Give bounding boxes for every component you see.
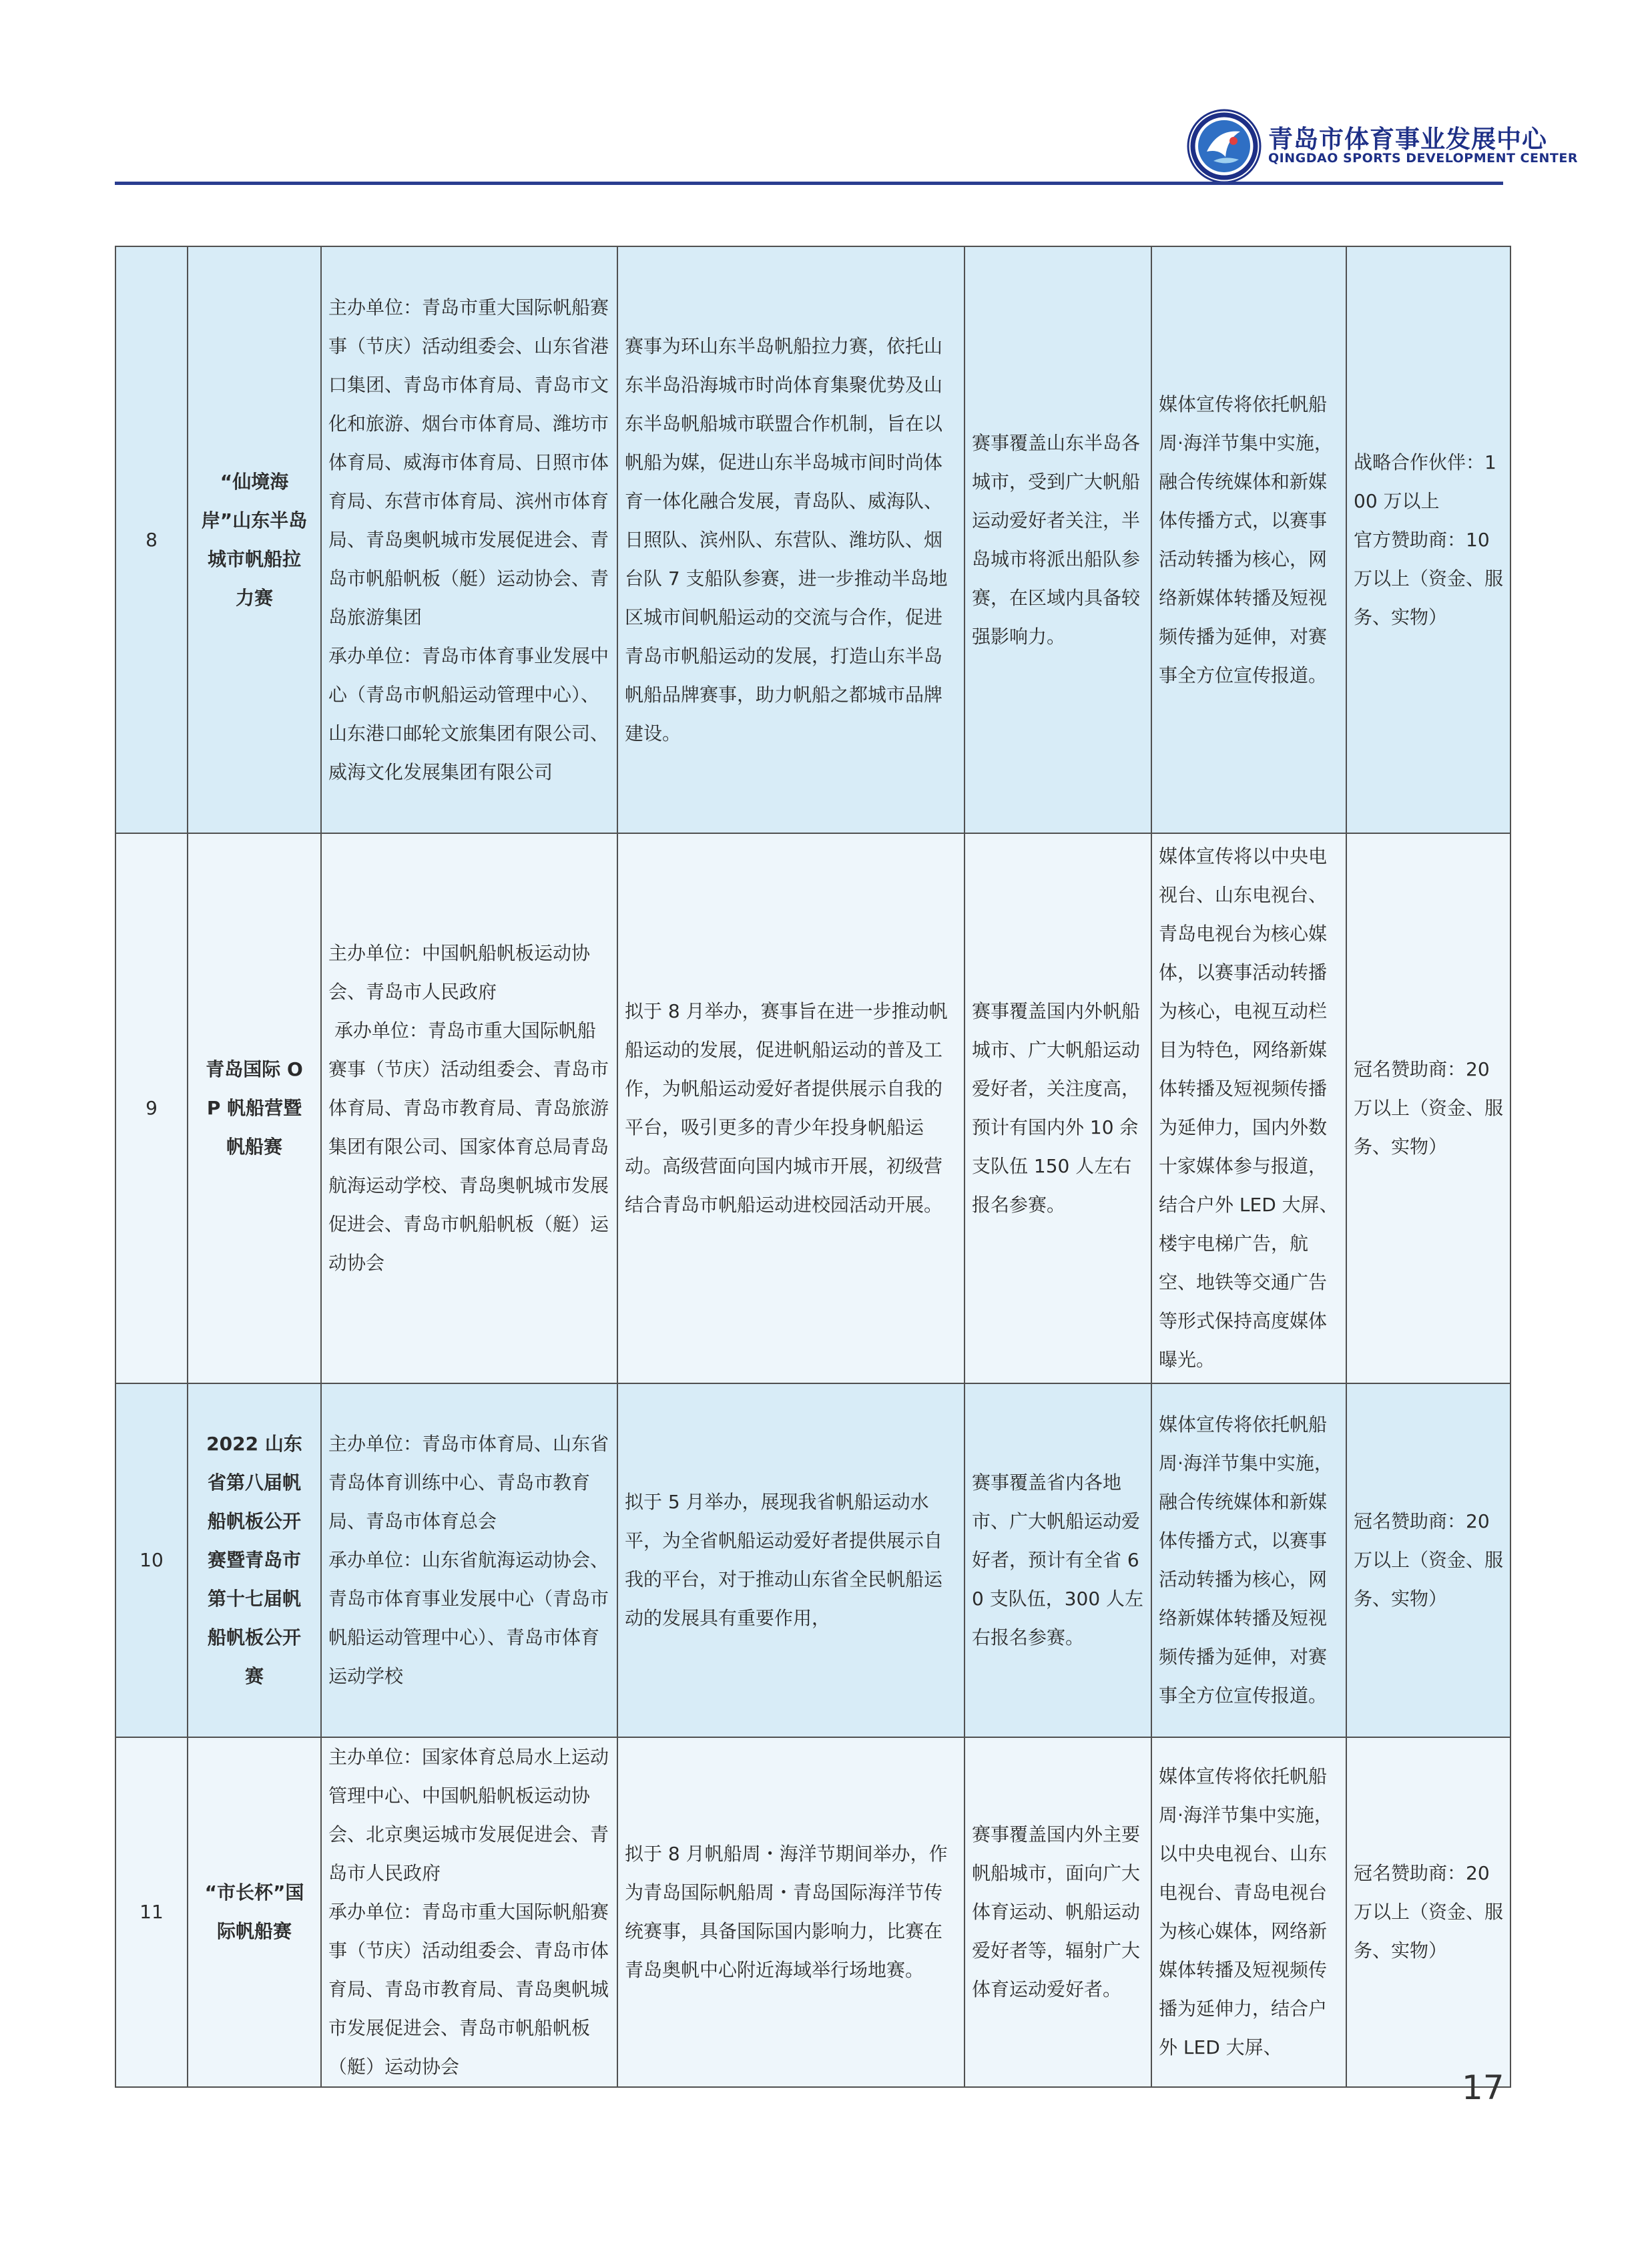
media-plan: 媒体宣传将依托帆船周·海洋节集中实施，融合传统媒体和新媒体传播方式，以赛事活动转播为核心，网络新媒体转播及短视频传播为延伸，对赛事全方位宣传报道。 (1151, 1383, 1346, 1737)
event-intro: 赛事为环山东半岛帆船拉力赛，依托山东半岛沿海城市时尚体育集聚优势及山东半岛帆船城市联盟合作机制，旨在以帆船为媒，促进山东半岛城市间时尚体育一体化融合发展，青岛队、威海队、日照队、滨州队、东营队、潍坊队、烟台队 7 支船队参赛，进一步推动半岛地区城市间帆船运动的交流与合作，促进青岛市帆船运动的发展，打造山东半岛帆船品牌赛事，助力帆船之都城市品牌建设。 (617, 246, 965, 833)
table-row (115, 833, 1510, 1383)
sponsorship: 冠名赞助商：20 万以上（资金、服务、实物） (1346, 1383, 1510, 1737)
qingdao-sports-logo-icon (1187, 109, 1262, 184)
page-header (0, 0, 1652, 187)
event-intro: 拟于 8 月帆船周・海洋节期间举办，作为青岛国际帆船周・青岛国际海洋节传统赛事，具备国际国内影响力，比赛在青岛奥帆中心附近海域举行场地赛。 (617, 1737, 965, 2087)
event-coverage: 赛事覆盖国内外主要帆船城市，面向广大体育运动、帆船运动爱好者等，辐射广大体育运动爱好者。 (965, 1737, 1151, 2087)
row-number: 8 (115, 246, 188, 833)
sponsorship: 战略合作伙伴：100 万以上 官方赞助商：10 万以上（资金、服务、实物） (1346, 246, 1510, 833)
row-number: 10 (115, 1383, 188, 1737)
organizers: 主办单位：中国帆船帆板运动协会、青岛市人民政府 承办单位：青岛市重大国际帆船赛事（节庆）活动组委会、青岛市体育局、青岛市教育局、青岛旅游集团有限公司、国家体育总局青岛航海运动学校、青岛奥帆城市发展促进会、青岛市帆船帆板（艇）运动协会 (321, 833, 617, 1383)
event-name: 2022 山东省第八届帆船帆板公开赛暨青岛市第十七届帆船帆板公开赛 (188, 1383, 321, 1737)
table-row (115, 246, 1510, 833)
event-intro: 拟于 5 月举办，展现我省帆船运动水平，为全省帆船运动爱好者提供展示自我的平台，对于推动山东省全民帆船运动的发展具有重要作用， (617, 1383, 965, 1737)
event-coverage: 赛事覆盖山东半岛各城市，受到广大帆船运动爱好者关注，半岛城市将派出船队参赛，在区域内具备较强影响力。 (965, 246, 1151, 833)
media-plan: 媒体宣传将依托帆船周·海洋节集中实施，融合传统媒体和新媒体传播方式，以赛事活动转播为核心，网络新媒体转播及短视频传播为延伸，对赛事全方位宣传报道。 (1151, 246, 1346, 833)
event-coverage: 赛事覆盖省内各地市、广大帆船运动爱好者，预计有全省 60 支队伍，300 人左右报名参赛。 (965, 1383, 1151, 1737)
table-row (115, 1383, 1510, 1737)
organizers: 主办单位：国家体育总局水上运动管理中心、中国帆船帆板运动协会、北京奥运城市发展促进会、青岛市人民政府 承办单位：青岛市重大国际帆船赛事（节庆）活动组委会、青岛市体育局、青岛市教育局、青岛奥帆城市发展促进会、青岛市帆船帆板（艇）运动协会 (321, 1737, 617, 2087)
event-name: “市长杯”国际帆船赛 (188, 1737, 321, 2087)
event-name: “仙境海岸”山东半岛城市帆船拉力赛 (188, 246, 321, 833)
event-name: 青岛国际 OP 帆船营暨帆船赛 (188, 833, 321, 1383)
organizers: 主办单位：青岛市体育局、山东省青岛体育训练中心、青岛市教育局、青岛市体育总会 承办单位：山东省航海运动协会、青岛市体育事业发展中心（青岛市帆船运动管理中心）、青岛市体育运动学校 (321, 1383, 617, 1737)
row-number: 11 (115, 1737, 188, 2087)
media-plan: 媒体宣传将以中央电视台、山东电视台、青岛电视台为核心媒体，以赛事活动转播为核心，电视互动栏目为特色，网络新媒体转播及短视频传播为延伸力，国内外数十家媒体参与报道，结合户外 LED 大屏、楼宇电梯广告，航空、地铁等交通广告等形式保持高度媒体曝光。 (1151, 833, 1346, 1383)
org-name-cn: 青岛市体育事业发展中心 (1268, 125, 1547, 154)
event-coverage: 赛事覆盖国内外帆船城市、广大帆船运动爱好者，关注度高，预计有国内外 10 余支队伍 150 人左右报名参赛。 (965, 833, 1151, 1383)
table-row (115, 1737, 1510, 2087)
org-name-en: QINGDAO SPORTS DEVELOPMENT CENTER (1268, 151, 1578, 166)
row-number: 9 (115, 833, 188, 1383)
sponsorship: 冠名赞助商：20 万以上（资金、服务、实物） (1346, 833, 1510, 1383)
media-plan: 媒体宣传将依托帆船周·海洋节集中实施，以中央电视台、山东电视台、青岛电视台为核心媒体，网络新媒体转播及短视频传播为延伸力，结合户外 LED 大屏、 (1151, 1737, 1346, 2087)
event-table (115, 246, 1511, 2088)
header-divider (115, 182, 1503, 185)
page-number: 17 (1462, 2068, 1504, 2107)
organizers: 主办单位：青岛市重大国际帆船赛事（节庆）活动组委会、山东省港口集团、青岛市体育局、青岛市文化和旅游、烟台市体育局、潍坊市体育局、威海市体育局、日照市体育局、东营市体育局、滨州市体育局、青岛奥帆城市发展促进会、青岛市帆船帆板（艇）运动协会、青岛旅游集团 承办单位：青岛市体育事业发展中心（青岛市帆船运动管理中心）、山东港口邮轮文旅集团有限公司、威海文化发展集团有限公司 (321, 246, 617, 833)
event-intro: 拟于 8 月举办，赛事旨在进一步推动帆船运动的发展，促进帆船运动的普及工作，为帆船运动爱好者提供展示自我的平台，吸引更多的青少年投身帆船运动。高级营面向国内城市开展，初级营结合青岛市帆船运动进校园活动开展。 (617, 833, 965, 1383)
sponsorship: 冠名赞助商：20 万以上（资金、服务、实物） (1346, 1737, 1510, 2087)
